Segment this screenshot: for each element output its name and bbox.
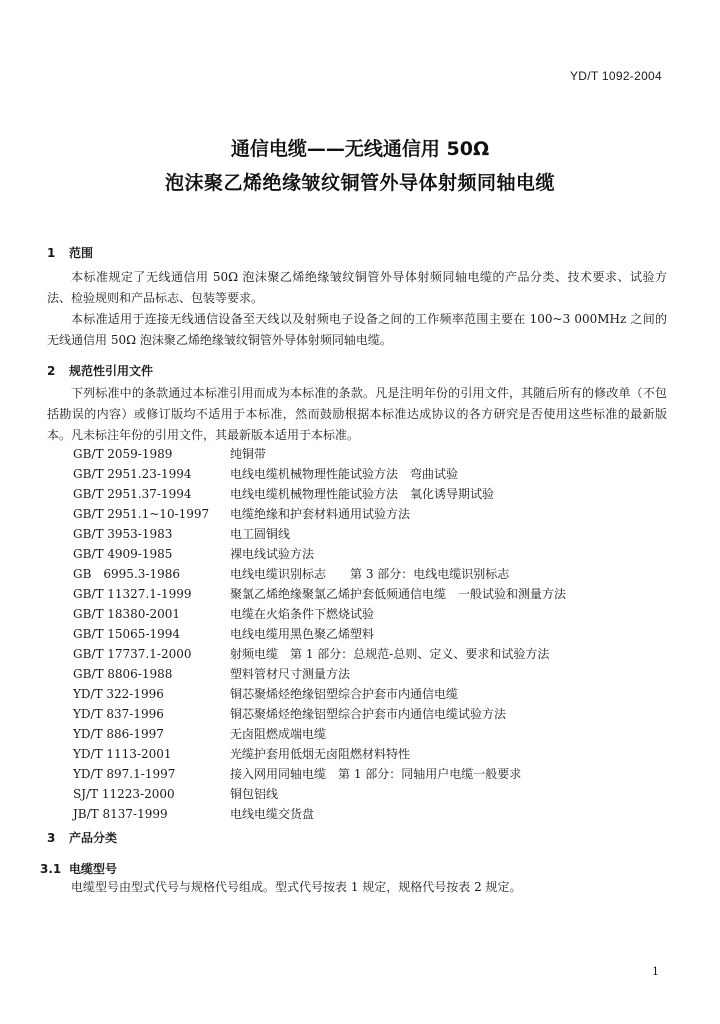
reference-title: 电线电缆交货盘 [230, 807, 315, 821]
reference-item [73, 664, 566, 684]
section-number: 2 [47, 364, 56, 378]
reference-code: GB 6995.3-1986 [73, 567, 180, 581]
reference-item [73, 564, 566, 584]
reference-title: 电缆在火焰条件下燃烧试验 [230, 607, 375, 621]
section-title: 范围 [69, 246, 94, 260]
reference-title: 无卤阻燃成端电缆 [230, 727, 327, 741]
reference-code: YD/T 322-1996 [73, 687, 164, 701]
reference-item [73, 604, 566, 624]
reference-title: 铜芯聚烯烃绝缘铝塑综合护套市内通信电缆试验方法 [230, 707, 507, 721]
section-title: 产品分类 [69, 831, 118, 845]
reference-item [73, 724, 566, 744]
scope-paragraph-2: 本标准适用于连接无线通信设备至天线以及射频电子设备之间的工作频率范围主要在 100~3 000MHz 之间的无线通信用 50Ω 泡沫聚乙烯绝缘皱纹铜管外导体射频同轴电缆。 [47, 312, 667, 347]
reference-title: 射频电缆 第 1 部分：总规范-总则、定义、要求和试验方法 [230, 647, 550, 661]
section-3-1-heading [40, 860, 117, 877]
reference-item [73, 504, 566, 524]
section-number: 3.1 [40, 862, 62, 876]
reference-item [73, 444, 566, 464]
reference-code: GB/T 4909-1985 [73, 547, 173, 561]
reference-title: 裸电线试验方法 [230, 547, 315, 561]
reference-code: YD/T 886-1997 [73, 727, 164, 741]
reference-code: YD/T 897.1-1997 [73, 767, 176, 781]
standard-code: YD/T 1092-2004 [569, 69, 662, 83]
references-intro-paragraph: 下列标准中的条款通过本标准引用而成为本标准的条款。凡是注明年份的引用文件，其随后所有的修改单（不包括勘误的内容）或修订版均不适用于本标准，然而鼓励根据本标准达成协议的各方研究是否使用这些标准的最新版本。凡未标注年份的引用文件，其最新版本适用于本标准。 [47, 386, 667, 442]
reference-item [73, 704, 566, 724]
reference-title: 光缆护套用低烟无卤阻燃材料特性 [230, 747, 411, 761]
reference-item [73, 644, 566, 664]
reference-code: GB/T 11327.1-1999 [73, 587, 192, 601]
cable-model-paragraph: 电缆型号由型式代号与规格代号组成。型式代号按表 1 规定，规格代号按表 2 规定。 [71, 880, 522, 894]
reference-item [73, 484, 566, 504]
reference-item [73, 744, 566, 764]
reference-item [73, 624, 566, 644]
reference-code: YD/T 837-1996 [73, 707, 164, 721]
reference-title: 纯铜带 [230, 447, 267, 461]
reference-code: GB/T 18380-2001 [73, 607, 181, 621]
reference-title: 接入网用同轴电缆 第 1 部分：同轴用户电缆一般要求 [230, 767, 522, 781]
reference-code: GB/T 2951.37-1994 [73, 487, 192, 501]
reference-item [73, 684, 566, 704]
normative-references-list [73, 444, 566, 824]
section-title: 规范性引用文件 [69, 364, 154, 378]
document-title-line-1: 通信电缆——无线通信用 50Ω [230, 138, 490, 160]
reference-title: 塑料管材尺寸测量方法 [230, 667, 351, 681]
reference-code: GB/T 8806-1988 [73, 667, 173, 681]
reference-item [73, 804, 566, 824]
reference-code: GB/T 2059-1989 [73, 447, 173, 461]
reference-title: 电线电缆用黑色聚乙烯塑料 [230, 627, 375, 641]
section-3-heading [47, 829, 117, 846]
reference-title: 电线电缆机械物理性能试验方法 氧化诱导期试验 [230, 487, 495, 501]
document-title-line-2: 泡沫聚乙烯绝缘皱纹铜管外导体射频同轴电缆 [164, 172, 555, 194]
reference-title: 电线电缆识别标志 第 3 部分：电线电缆识别标志 [230, 567, 510, 581]
reference-title: 铜包铝线 [230, 787, 279, 801]
page-number: 1 [652, 965, 659, 978]
reference-item [73, 524, 566, 544]
reference-title: 电工圆铜线 [230, 527, 291, 541]
section-number: 3 [47, 831, 56, 845]
section-number: 1 [47, 246, 56, 260]
reference-item [73, 464, 566, 484]
reference-code: GB/T 2951.1~10-1997 [73, 507, 210, 521]
reference-code: SJ/T 11223-2000 [73, 787, 175, 801]
reference-title: 电缆绝缘和护套材料通用试验方法 [230, 507, 411, 521]
reference-item [73, 544, 566, 564]
reference-code: JB/T 8137-1999 [73, 807, 168, 821]
reference-title: 电线电缆机械物理性能试验方法 弯曲试验 [230, 467, 459, 481]
section-2-heading [47, 362, 153, 379]
reference-item [73, 784, 566, 804]
reference-title: 聚氯乙烯绝缘聚氯乙烯护套低频通信电缆 一般试验和测量方法 [230, 587, 567, 601]
reference-code: GB/T 15065-1994 [73, 627, 181, 641]
reference-code: GB/T 3953-1983 [73, 527, 173, 541]
reference-item [73, 764, 566, 784]
scope-paragraph-1: 本标准规定了无线通信用 50Ω 泡沫聚乙烯绝缘皱纹铜管外导体射频同轴电缆的产品分类、技术要求、试验方法、检验规则和产品标志、包装等要求。 [47, 270, 667, 305]
reference-item [73, 584, 566, 604]
reference-code: GB/T 2951.23-1994 [73, 467, 192, 481]
reference-code: GB/T 17737.1-2000 [73, 647, 192, 661]
section-title: 电缆型号 [69, 862, 118, 876]
reference-code: YD/T 1113-2001 [73, 747, 172, 761]
section-1-heading [47, 244, 93, 261]
reference-title: 铜芯聚烯烃绝缘铝塑综合护套市内通信电缆 [230, 687, 459, 701]
